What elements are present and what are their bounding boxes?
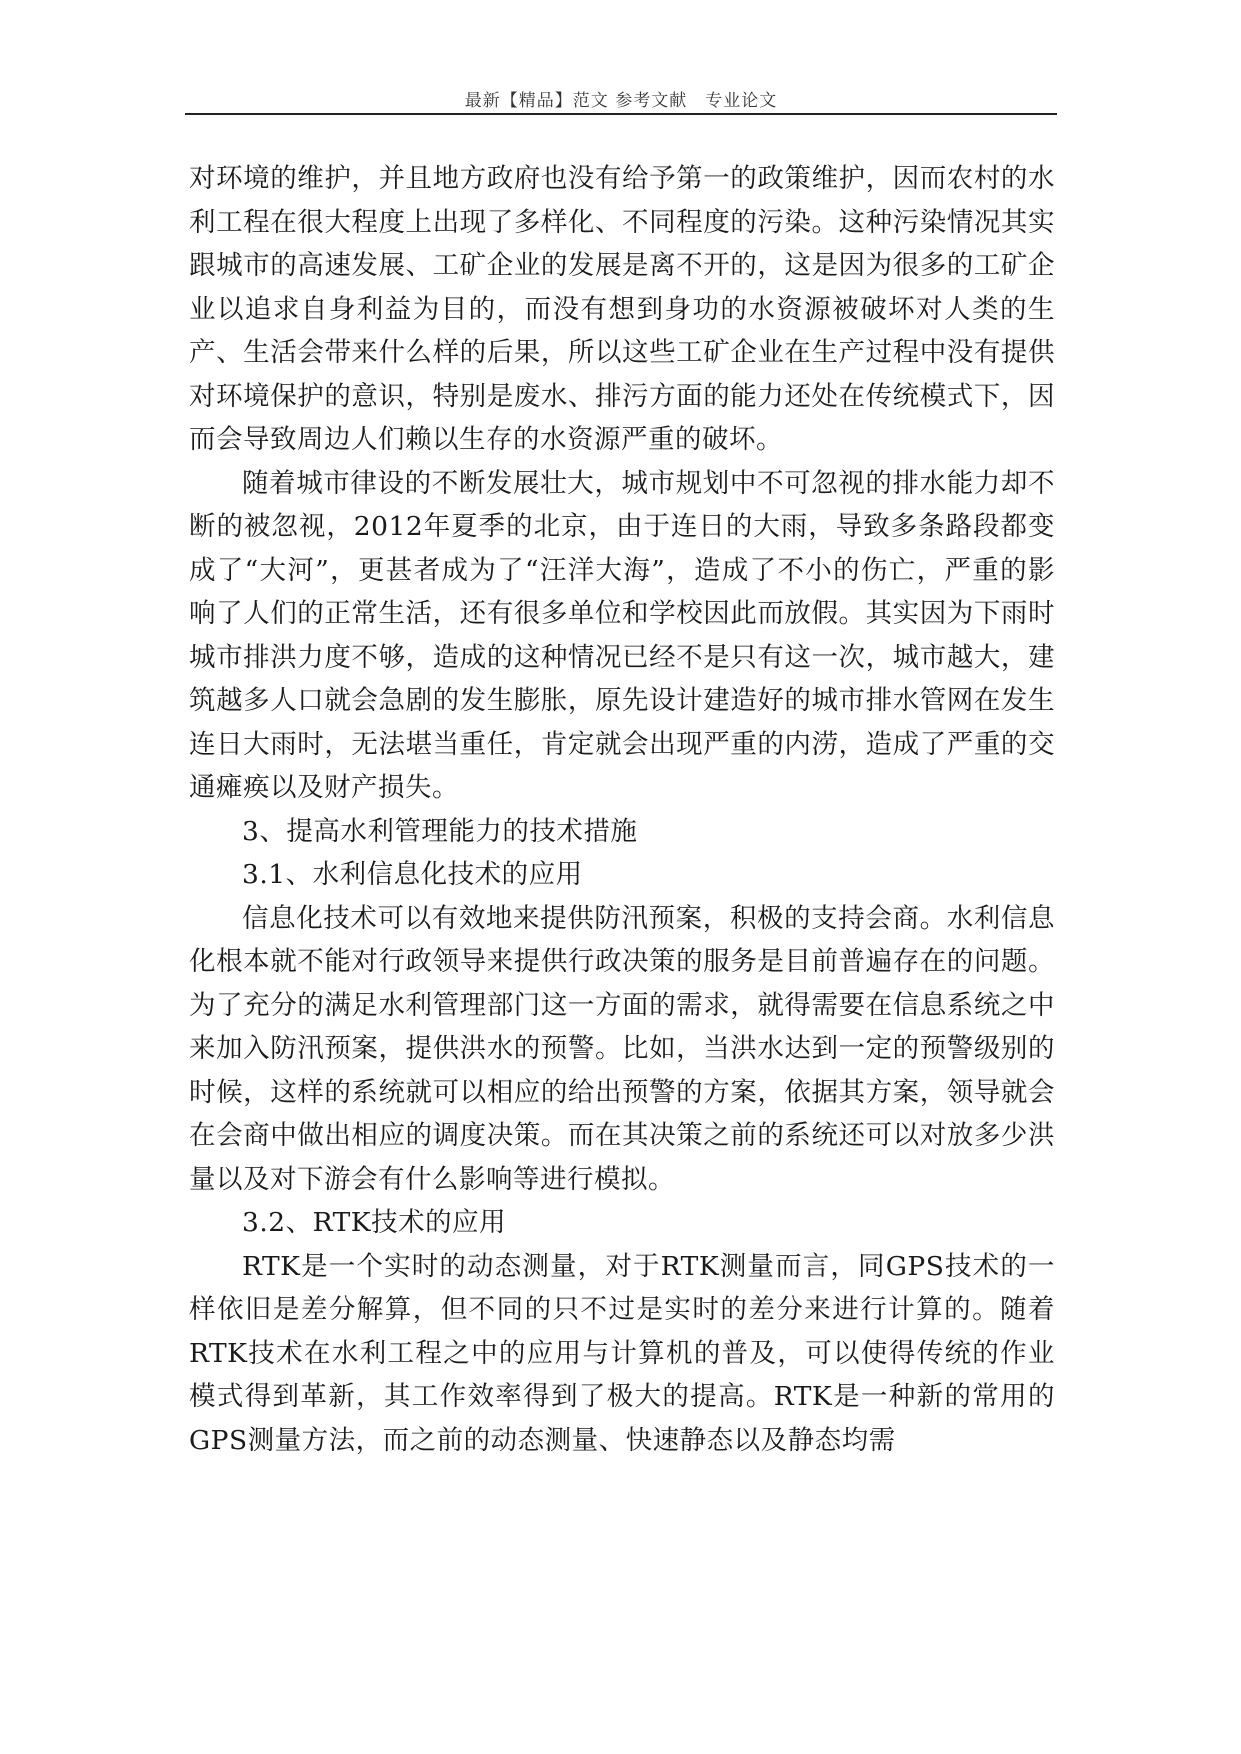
page-header: 最新【精品】范文 参考文献 专业论文 (464, 91, 778, 111)
section-heading: 3、提高水利管理能力的技术措施 (242, 815, 638, 847)
document-body (189, 157, 1055, 1462)
header-divider (185, 113, 1057, 115)
paragraph-urban-drainage: 随着城市律设的不断发展壮大，城市规划中不可忽视的排水能力却不断的被忽视，2012年夏季的北京，由于连日的大雨，导致多条路段都变成了“大河”，更甚者成为了“汪洋大海”，造成了不小的伤亡，严重的影响了人们的正常生活，还有很多单位和学校因此而放假。其实因为下雨时城市排洪力度不够，造成的这种情况已经不是只有这一次，城市越大，建筑越多人口就会急剧的发生膨胀，原先设计建造好的城市排水管网在发生连日大雨时，无法堪当重任，肯定就会出现严重的内涝，造成了严重的交通瘫痪以及财产损失。 (189, 467, 1055, 803)
subsection-heading: 3.2、RTK技术的应用 (242, 1207, 507, 1238)
subsection-heading: 3.1、水利信息化技术的应用 (242, 859, 583, 890)
paragraph-rtk: RTK是一个实时的动态测量，对于RTK测量而言，同GPS技术的一样依旧是差分解算，但不同的只不过是实时的差分来进行计算的。随着RTK技术在水利工程之中的应用与计算机的普及，可以使得传统的作业模式得到革新，其工作效率得到了极大的提高。RTK是一种新的常用的GPS测量方法，而之前的动态测量、快速静态以及静态均需 (189, 1250, 1055, 1456)
paragraph-continuation: 对环境的维护，并且地方政府也没有给予第一的政策维护，因而农村的水利工程在很大程度上出现了多样化、不同程度的污染。这种污染情况其实跟城市的高速发展、工矿企业的发展是离不开的，这是因为很多的工矿企业以追求自身利益为目的，而没有想到身功的水资源被破坏对人类的生产、生活会带来什么样的后果，所以这些工矿企业在生产过程中没有提供对环境保护的意识，特别是废水、排污方面的能力还处在传统模式下，因而会导致周边人们赖以生存的水资源严重的破坏。 (189, 163, 1055, 455)
paragraph-informatization: 信息化技术可以有效地来提供防汛预案，积极的支持会商。水利信息化根本就不能对行政领导来提供行政决策的服务是目前普遍存在的问题。为了充分的满足水利管理部门这一方面的需求，就得需要在信息系统之中来加入防汛预案，提供洪水的预警。比如，当洪水达到一定的预警级别的时候，这样的系统就可以相应的给出预警的方案，依据其方案，领导就会在会商中做出相应的调度决策。而在其决策之前的系统还可以对放多少洪量以及对下游会有什么影响等进行模拟。 (189, 902, 1055, 1195)
